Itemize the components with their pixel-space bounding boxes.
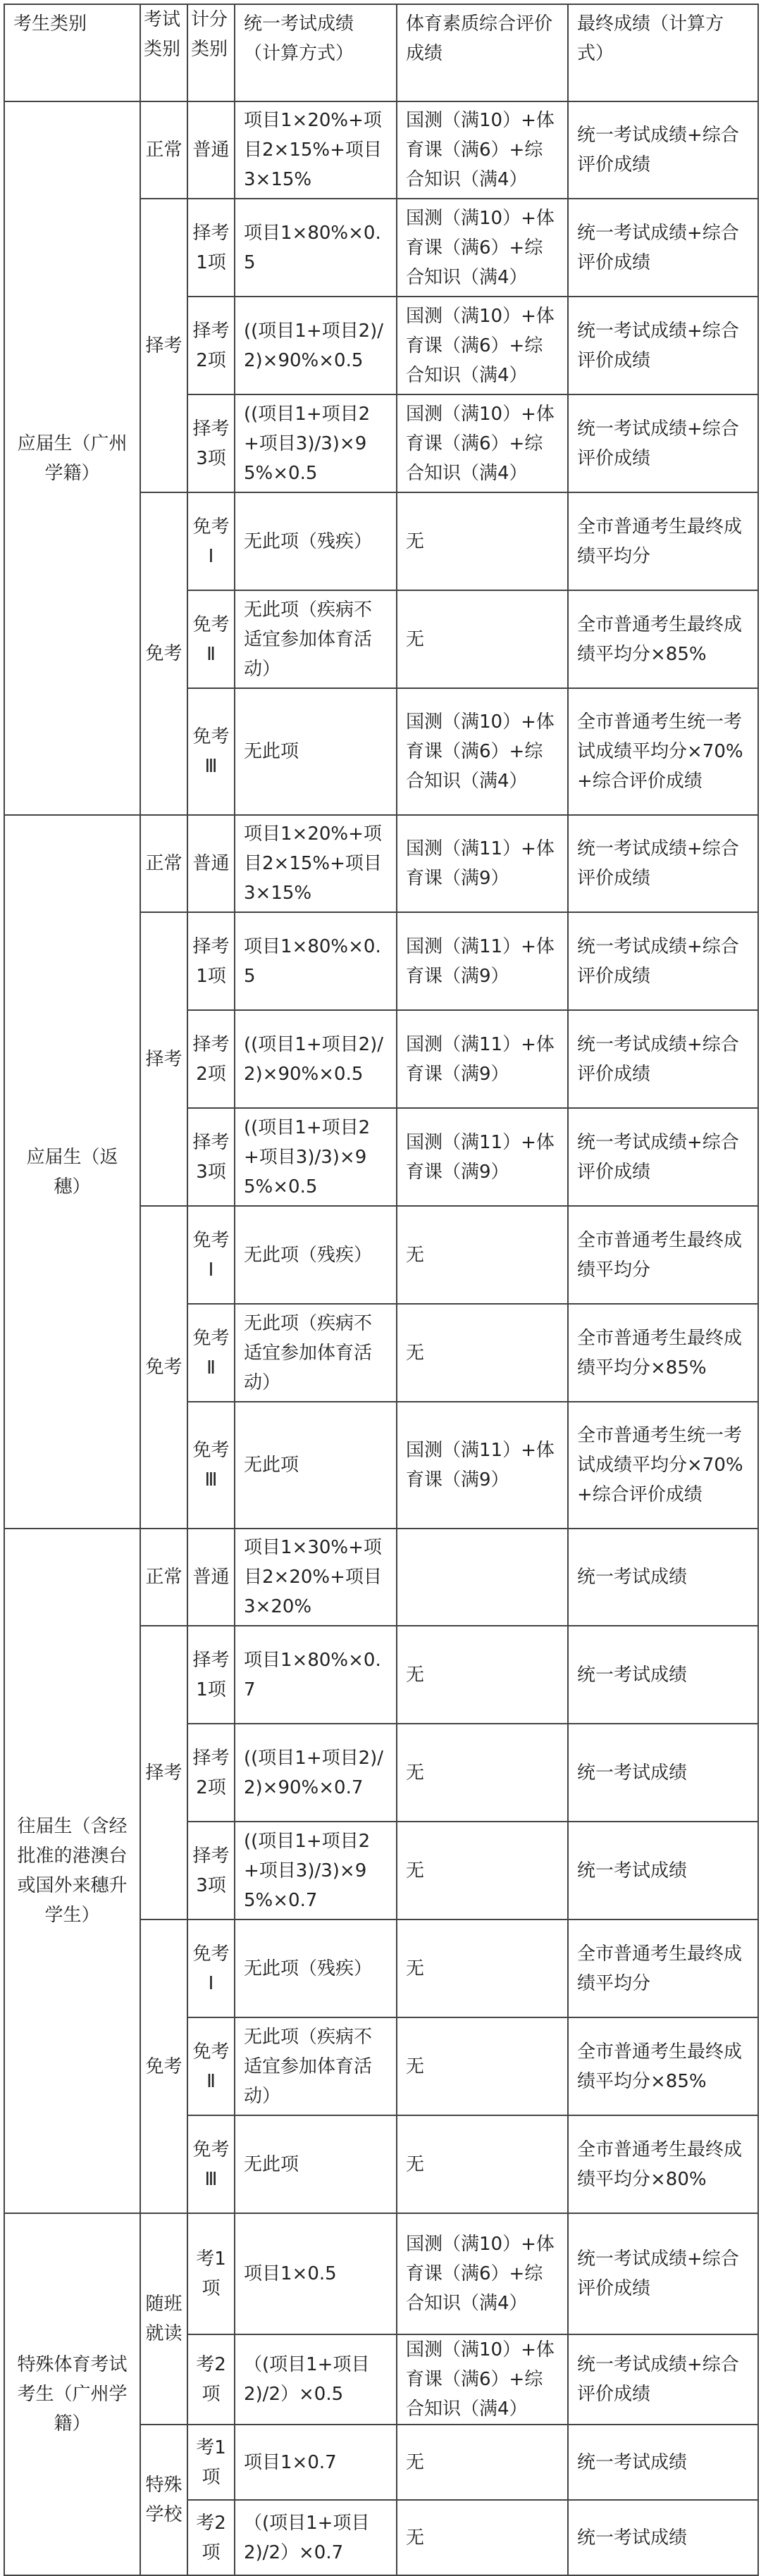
student-category-cell: 应届生（广州学籍）	[4, 101, 140, 815]
header-category: 考生类别	[4, 4, 140, 101]
pe-quality-score-cell: 无	[397, 590, 568, 688]
scoring-type-cell: 择考1项	[187, 1626, 235, 1724]
final-score-cell: 统一考试成绩+综合评价成绩	[568, 1108, 758, 1206]
pe-quality-score-cell: 国测（满11）+体育课（满9）	[397, 912, 568, 1010]
exam-type-cell: 正常	[140, 1529, 187, 1626]
scoring-type-cell: 考2项	[187, 2334, 235, 2425]
final-score-cell: 统一考试成绩	[568, 2425, 758, 2500]
unified-score-cell: 无此项（残疾）	[235, 1919, 397, 2017]
scoring-type-cell: 免考Ⅱ	[187, 590, 235, 688]
unified-score-cell: 项目1×0.7	[235, 2425, 397, 2500]
unified-score-cell: 项目1×80%×0.5	[235, 199, 397, 297]
final-score-cell: 全市普通考生最终成绩平均分×85%	[568, 590, 758, 688]
pe-quality-score-cell: 无	[397, 1919, 568, 2017]
final-score-cell: 全市普通考生最终成绩平均分	[568, 1919, 758, 2017]
pe-quality-score-cell: 无	[397, 1206, 568, 1304]
pe-quality-score-cell: 国测（满10）+体育课（满6）+综合知识（满4）	[397, 101, 568, 199]
scoring-type-cell: 免考Ⅱ	[187, 2017, 235, 2115]
pe-quality-score-cell: 无	[397, 1304, 568, 1402]
final-score-cell: 统一考试成绩	[568, 1724, 758, 1822]
scoring-type-cell: 免考Ⅲ	[187, 2115, 235, 2213]
exam-type-cell: 正常	[140, 815, 187, 912]
scoring-type-cell: 免考Ⅰ	[187, 1206, 235, 1304]
unified-score-cell: 无此项（疾病不适宜参加体育活动）	[235, 1304, 397, 1402]
pe-quality-score-cell: 无	[397, 2425, 568, 2500]
pe-quality-score-cell: 国测（满10）+体育课（满6）+综合知识（满4）	[397, 2334, 568, 2425]
table-row	[4, 2213, 758, 2334]
unified-score-cell: 项目1×20%+项目2×15%+项目3×15%	[235, 815, 397, 912]
unified-score-cell: ((项目1+项目2+项目3)/3)×95%×0.7	[235, 1822, 397, 1919]
scoring-type-cell: 免考Ⅱ	[187, 1304, 235, 1402]
final-score-cell: 统一考试成绩+综合评价成绩	[568, 394, 758, 492]
pe-quality-score-cell: 国测（满10）+体育课（满6）+综合知识（满4）	[397, 688, 568, 815]
final-score-cell: 全市普通考生统一考试成绩平均分×70%+综合评价成绩	[568, 1402, 758, 1529]
scoring-type-cell: 择考3项	[187, 394, 235, 492]
exam-type-cell: 免考	[140, 1206, 187, 1529]
final-score-cell: 全市普通考生最终成绩平均分×85%	[568, 2017, 758, 2115]
pe-quality-score-cell: 国测（满10）+体育课（满6）+综合知识（满4）	[397, 297, 568, 394]
student-category-cell: 应届生（返穗）	[4, 815, 140, 1529]
unified-score-cell: ((项目1+项目2)/2)×90%×0.7	[235, 1724, 397, 1822]
score-calculation-table	[4, 4, 759, 2576]
final-score-cell: 全市普通考生统一考试成绩平均分×70%+综合评价成绩	[568, 688, 758, 815]
unified-score-cell: 项目1×80%×0.5	[235, 912, 397, 1010]
pe-quality-score-cell: 无	[397, 2017, 568, 2115]
scoring-type-cell: 考1项	[187, 2425, 235, 2500]
final-score-cell: 统一考试成绩+综合评价成绩	[568, 2334, 758, 2425]
unified-score-cell: ((项目1+项目2)/2)×90%×0.5	[235, 297, 397, 394]
scoring-type-cell: 择考1项	[187, 912, 235, 1010]
scoring-type-cell: 择考1项	[187, 199, 235, 297]
exam-type-cell: 特殊学校	[140, 2425, 187, 2575]
scoring-type-cell: 择考3项	[187, 1108, 235, 1206]
pe-quality-score-cell: 无	[397, 2115, 568, 2213]
final-score-cell: 全市普通考生最终成绩平均分	[568, 492, 758, 590]
unified-score-cell: 项目1×80%×0.7	[235, 1626, 397, 1724]
unified-score-cell: 无此项（疾病不适宜参加体育活动）	[235, 590, 397, 688]
unified-score-cell: 项目1×20%+项目2×15%+项目3×15%	[235, 101, 397, 199]
pe-quality-score-cell: 国测（满10）+体育课（满6）+综合知识（满4）	[397, 2213, 568, 2334]
exam-type-cell: 择考	[140, 1626, 187, 1919]
unified-score-cell: 无此项（残疾）	[235, 492, 397, 590]
unified-score-cell: 无此项（残疾）	[235, 1206, 397, 1304]
table-row	[4, 1529, 758, 1626]
scoring-type-cell: 择考3项	[187, 1822, 235, 1919]
scoring-type-cell: 免考Ⅲ	[187, 1402, 235, 1529]
pe-quality-score-cell: 国测（满11）+体育课（满9）	[397, 1108, 568, 1206]
pe-quality-score-cell: 国测（满11）+体育课（满9）	[397, 1010, 568, 1108]
exam-type-cell: 随班就读	[140, 2213, 187, 2425]
final-score-cell: 统一考试成绩+综合评价成绩	[568, 199, 758, 297]
pe-quality-score-cell: 无	[397, 1724, 568, 1822]
pe-quality-score-cell	[397, 1529, 568, 1626]
header-unified-score: 统一考试成绩（计算方式）	[235, 4, 397, 101]
unified-score-cell: 项目1×0.5	[235, 2213, 397, 2334]
unified-score-cell: ((项目1+项目2+项目3)/3)×95%×0.5	[235, 1108, 397, 1206]
student-category-cell: 往届生（含经批准的港澳台或国外来穗升学生）	[4, 1529, 140, 2213]
final-score-cell: 全市普通考生最终成绩平均分×85%	[568, 1304, 758, 1402]
exam-type-cell: 正常	[140, 101, 187, 199]
scoring-type-cell: 择考2项	[187, 297, 235, 394]
scoring-type-cell: 考1项	[187, 2213, 235, 2334]
final-score-cell: 统一考试成绩+综合评价成绩	[568, 912, 758, 1010]
exam-type-cell: 择考	[140, 912, 187, 1206]
unified-score-cell: 无此项	[235, 1402, 397, 1529]
scoring-type-cell: 择考2项	[187, 1010, 235, 1108]
final-score-cell: 统一考试成绩	[568, 1529, 758, 1626]
exam-type-cell: 免考	[140, 1919, 187, 2213]
table-row	[4, 815, 758, 912]
final-score-cell: 全市普通考生最终成绩平均分×80%	[568, 2115, 758, 2213]
unified-score-cell: （(项目1+项目2)/2）×0.5	[235, 2334, 397, 2425]
unified-score-cell: 无此项	[235, 688, 397, 815]
pe-quality-score-cell: 无	[397, 2500, 568, 2575]
pe-quality-score-cell: 无	[397, 492, 568, 590]
pe-quality-score-cell: 国测（满11）+体育课（满9）	[397, 815, 568, 912]
pe-quality-score-cell: 国测（满11）+体育课（满9）	[397, 1402, 568, 1529]
header-pe-quality-score: 体育素质综合评价成绩	[397, 4, 568, 101]
final-score-cell: 统一考试成绩+综合评价成绩	[568, 297, 758, 394]
table-row	[4, 101, 758, 199]
exam-type-cell: 免考	[140, 492, 187, 815]
student-category-cell: 特殊体育考试考生（广州学籍）	[4, 2213, 140, 2575]
header-scoring-type: 计分类别	[187, 4, 235, 101]
scoring-type-cell: 考2项	[187, 2500, 235, 2575]
unified-score-cell: ((项目1+项目2+项目3)/3)×95%×0.5	[235, 394, 397, 492]
scoring-type-cell: 普通	[187, 101, 235, 199]
exam-type-cell: 择考	[140, 199, 187, 492]
unified-score-cell: 无此项	[235, 2115, 397, 2213]
final-score-cell: 统一考试成绩+综合评价成绩	[568, 2213, 758, 2334]
final-score-cell: 统一考试成绩+综合评价成绩	[568, 101, 758, 199]
unified-score-cell: 项目1×30%+项目2×20%+项目3×20%	[235, 1529, 397, 1626]
final-score-cell: 全市普通考生最终成绩平均分	[568, 1206, 758, 1304]
scoring-type-cell: 普通	[187, 1529, 235, 1626]
header-final-score: 最终成绩（计算方式）	[568, 4, 758, 101]
final-score-cell: 统一考试成绩	[568, 1626, 758, 1724]
pe-quality-score-cell: 无	[397, 1822, 568, 1919]
final-score-cell: 统一考试成绩	[568, 2500, 758, 2575]
scoring-type-cell: 择考2项	[187, 1724, 235, 1822]
pe-quality-score-cell: 国测（满10）+体育课（满6）+综合知识（满4）	[397, 199, 568, 297]
final-score-cell: 统一考试成绩+综合评价成绩	[568, 1010, 758, 1108]
pe-quality-score-cell: 国测（满10）+体育课（满6）+综合知识（满4）	[397, 394, 568, 492]
pe-quality-score-cell: 无	[397, 1626, 568, 1724]
unified-score-cell: （(项目1+项目2)/2）×0.7	[235, 2500, 397, 2575]
header-exam-type: 考试类别	[140, 4, 187, 101]
scoring-type-cell: 普通	[187, 815, 235, 912]
unified-score-cell: ((项目1+项目2)/2)×90%×0.5	[235, 1010, 397, 1108]
final-score-cell: 统一考试成绩	[568, 1822, 758, 1919]
scoring-type-cell: 免考Ⅰ	[187, 1919, 235, 2017]
unified-score-cell: 无此项（疾病不适宜参加体育活动）	[235, 2017, 397, 2115]
scoring-type-cell: 免考Ⅰ	[187, 492, 235, 590]
header-row	[4, 4, 758, 101]
final-score-cell: 统一考试成绩+综合评价成绩	[568, 815, 758, 912]
scoring-type-cell: 免考Ⅲ	[187, 688, 235, 815]
